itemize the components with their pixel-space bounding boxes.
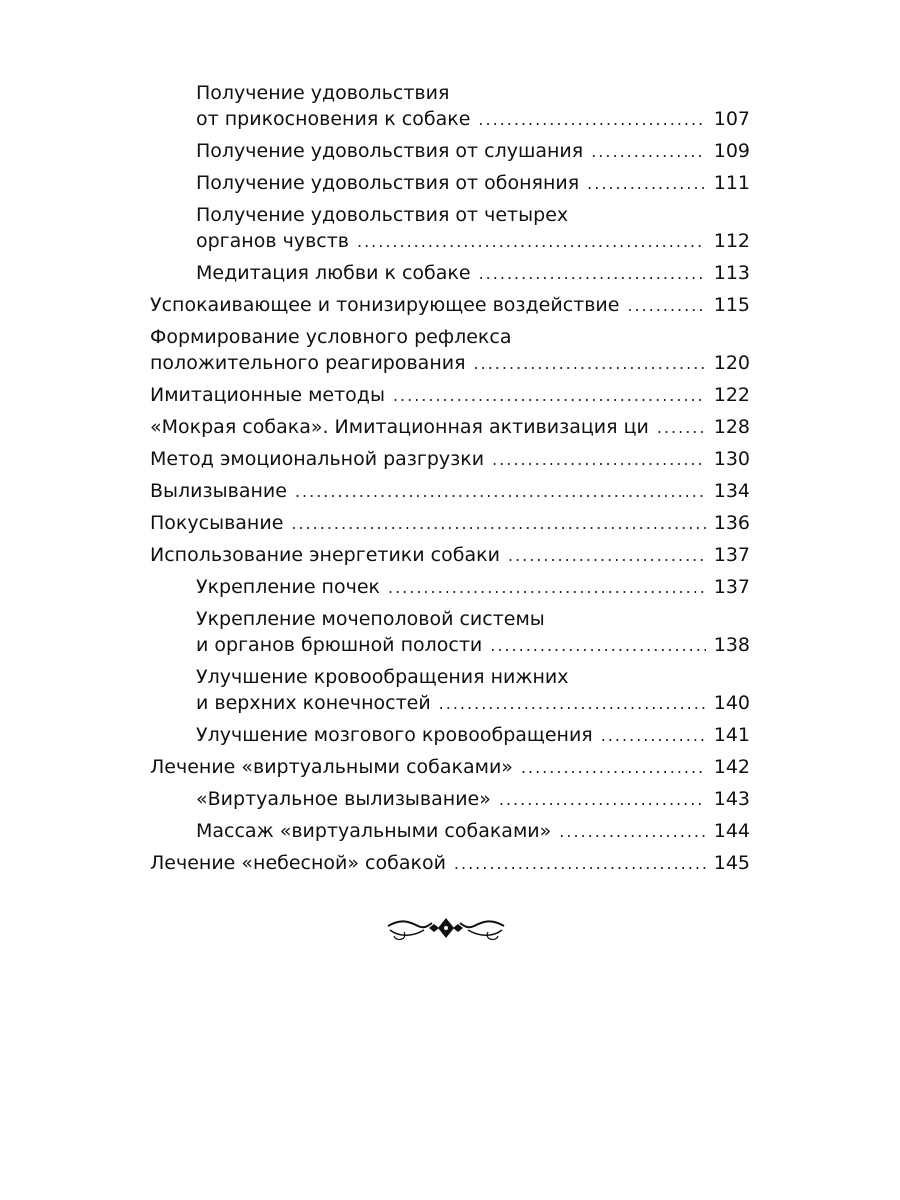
toc-page-number: 141 bbox=[713, 724, 750, 746]
toc-page-number: 122 bbox=[713, 384, 750, 406]
toc-entry-title: Покусывание bbox=[150, 512, 284, 534]
toc-entry-title: Успокаивающее и тонизирующее воздействие bbox=[150, 294, 620, 316]
toc-page-number: 137 bbox=[713, 576, 750, 598]
toc-page-number: 130 bbox=[713, 448, 750, 470]
toc-entry[interactable] bbox=[150, 138, 750, 165]
toc-entry-title: и верхних конечностей bbox=[196, 692, 431, 714]
toc-entry[interactable] bbox=[150, 446, 750, 473]
toc-entry[interactable] bbox=[150, 414, 750, 441]
dot-leader bbox=[295, 479, 706, 505]
toc-entry-title: Имитационные методы bbox=[150, 384, 385, 406]
toc-entry[interactable] bbox=[150, 324, 750, 377]
toc-entry-title: Вылизывание bbox=[150, 480, 287, 502]
toc-entry-title: органов чувств bbox=[196, 230, 349, 252]
dot-leader bbox=[601, 723, 706, 749]
dot-leader bbox=[388, 575, 706, 601]
toc-entry-title: Лечение «виртуальными собаками» bbox=[150, 756, 513, 778]
toc-entry[interactable] bbox=[150, 510, 750, 537]
toc-entry-title: Использование энергетики собаки bbox=[150, 544, 500, 566]
toc-entry[interactable] bbox=[150, 574, 750, 601]
toc-entry[interactable] bbox=[150, 202, 750, 255]
toc-page-number: 128 bbox=[713, 416, 750, 438]
toc-entry-title-line1: Укрепление мочеполовой системы bbox=[196, 608, 545, 630]
toc-entry[interactable] bbox=[150, 170, 750, 197]
dot-leader bbox=[439, 691, 706, 717]
toc-entry-title-line1: Получение удовольствия bbox=[196, 82, 450, 104]
toc-page-number: 113 bbox=[713, 262, 750, 284]
toc-entry[interactable] bbox=[150, 260, 750, 287]
decorative-flourish-icon bbox=[384, 910, 508, 946]
toc-page-number: 107 bbox=[713, 108, 750, 130]
table-of-contents bbox=[150, 80, 750, 882]
dot-leader bbox=[454, 851, 706, 877]
toc-page-number: 138 bbox=[713, 634, 750, 656]
toc-entry[interactable] bbox=[150, 542, 750, 569]
dot-leader bbox=[657, 415, 706, 441]
toc-entry[interactable] bbox=[150, 80, 750, 133]
toc-entry[interactable] bbox=[150, 382, 750, 409]
toc-entry-title: Получение удовольствия от обоняния bbox=[196, 172, 580, 194]
dot-leader bbox=[521, 755, 706, 781]
dot-leader bbox=[591, 139, 706, 165]
toc-entry[interactable] bbox=[150, 478, 750, 505]
toc-page-number: 136 bbox=[713, 512, 750, 534]
toc-page-number: 144 bbox=[713, 820, 750, 842]
dot-leader bbox=[508, 543, 706, 569]
toc-entry-title: «Виртуальное вылизывание» bbox=[196, 788, 491, 810]
dot-leader bbox=[499, 787, 706, 813]
toc-entry[interactable] bbox=[150, 786, 750, 813]
toc-entry-title: Метод эмоциональной разгрузки bbox=[150, 448, 485, 470]
toc-entry-title-line1: Улучшение кровообращения нижних bbox=[196, 666, 569, 688]
dot-leader bbox=[474, 351, 706, 377]
toc-page-number: 112 bbox=[713, 230, 750, 252]
toc-entry-title: Укрепление почек bbox=[196, 576, 380, 598]
dot-leader bbox=[587, 171, 706, 197]
toc-entry-title-line1: Формирование условного рефлекса bbox=[150, 326, 512, 348]
toc-page-number: 140 bbox=[713, 692, 750, 714]
toc-page-number: 137 bbox=[713, 544, 750, 566]
toc-entry[interactable] bbox=[150, 754, 750, 781]
toc-entry-title-line1: Получение удовольствия от четырех bbox=[196, 204, 569, 226]
dot-leader bbox=[492, 447, 706, 473]
toc-entry[interactable] bbox=[150, 292, 750, 319]
toc-page-number: 145 bbox=[713, 852, 750, 874]
toc-page-number: 134 bbox=[713, 480, 750, 502]
toc-entry-title: от прикосновения к собаке bbox=[196, 108, 471, 130]
toc-page-number: 115 bbox=[713, 294, 750, 316]
toc-entry[interactable] bbox=[150, 606, 750, 659]
toc-entry[interactable] bbox=[150, 722, 750, 749]
toc-entry-title: Улучшение мозгового кровообращения bbox=[196, 724, 593, 746]
toc-entry-title: Массаж «виртуальными собаками» bbox=[196, 820, 552, 842]
toc-entry-title: и органов брюшной полости bbox=[196, 634, 483, 656]
toc-page-number: 111 bbox=[713, 172, 750, 194]
toc-page-number: 109 bbox=[713, 140, 750, 162]
dot-leader bbox=[479, 261, 706, 287]
toc-entry-title: Лечение «небесной» собакой bbox=[150, 852, 446, 874]
dot-leader bbox=[393, 383, 706, 409]
dot-leader bbox=[291, 511, 705, 537]
dot-leader bbox=[627, 293, 705, 319]
dot-leader bbox=[478, 107, 705, 133]
toc-entry-title: Получение удовольствия от слушания bbox=[196, 140, 584, 162]
toc-entry-title: Медитация любви к собаке bbox=[196, 262, 471, 284]
dot-leader bbox=[357, 229, 706, 255]
toc-entry[interactable] bbox=[150, 664, 750, 717]
toc-entry[interactable] bbox=[150, 818, 750, 845]
toc-entry[interactable] bbox=[150, 850, 750, 877]
toc-page-number: 142 bbox=[713, 756, 750, 778]
dot-leader bbox=[490, 633, 705, 659]
dot-leader bbox=[559, 819, 705, 845]
toc-page-number: 143 bbox=[713, 788, 750, 810]
toc-entry-title: положительного реагирования bbox=[150, 352, 466, 374]
toc-entry-title: «Мокрая собака». Имитационная активизация ци bbox=[150, 416, 649, 438]
toc-page-number: 120 bbox=[713, 352, 750, 374]
